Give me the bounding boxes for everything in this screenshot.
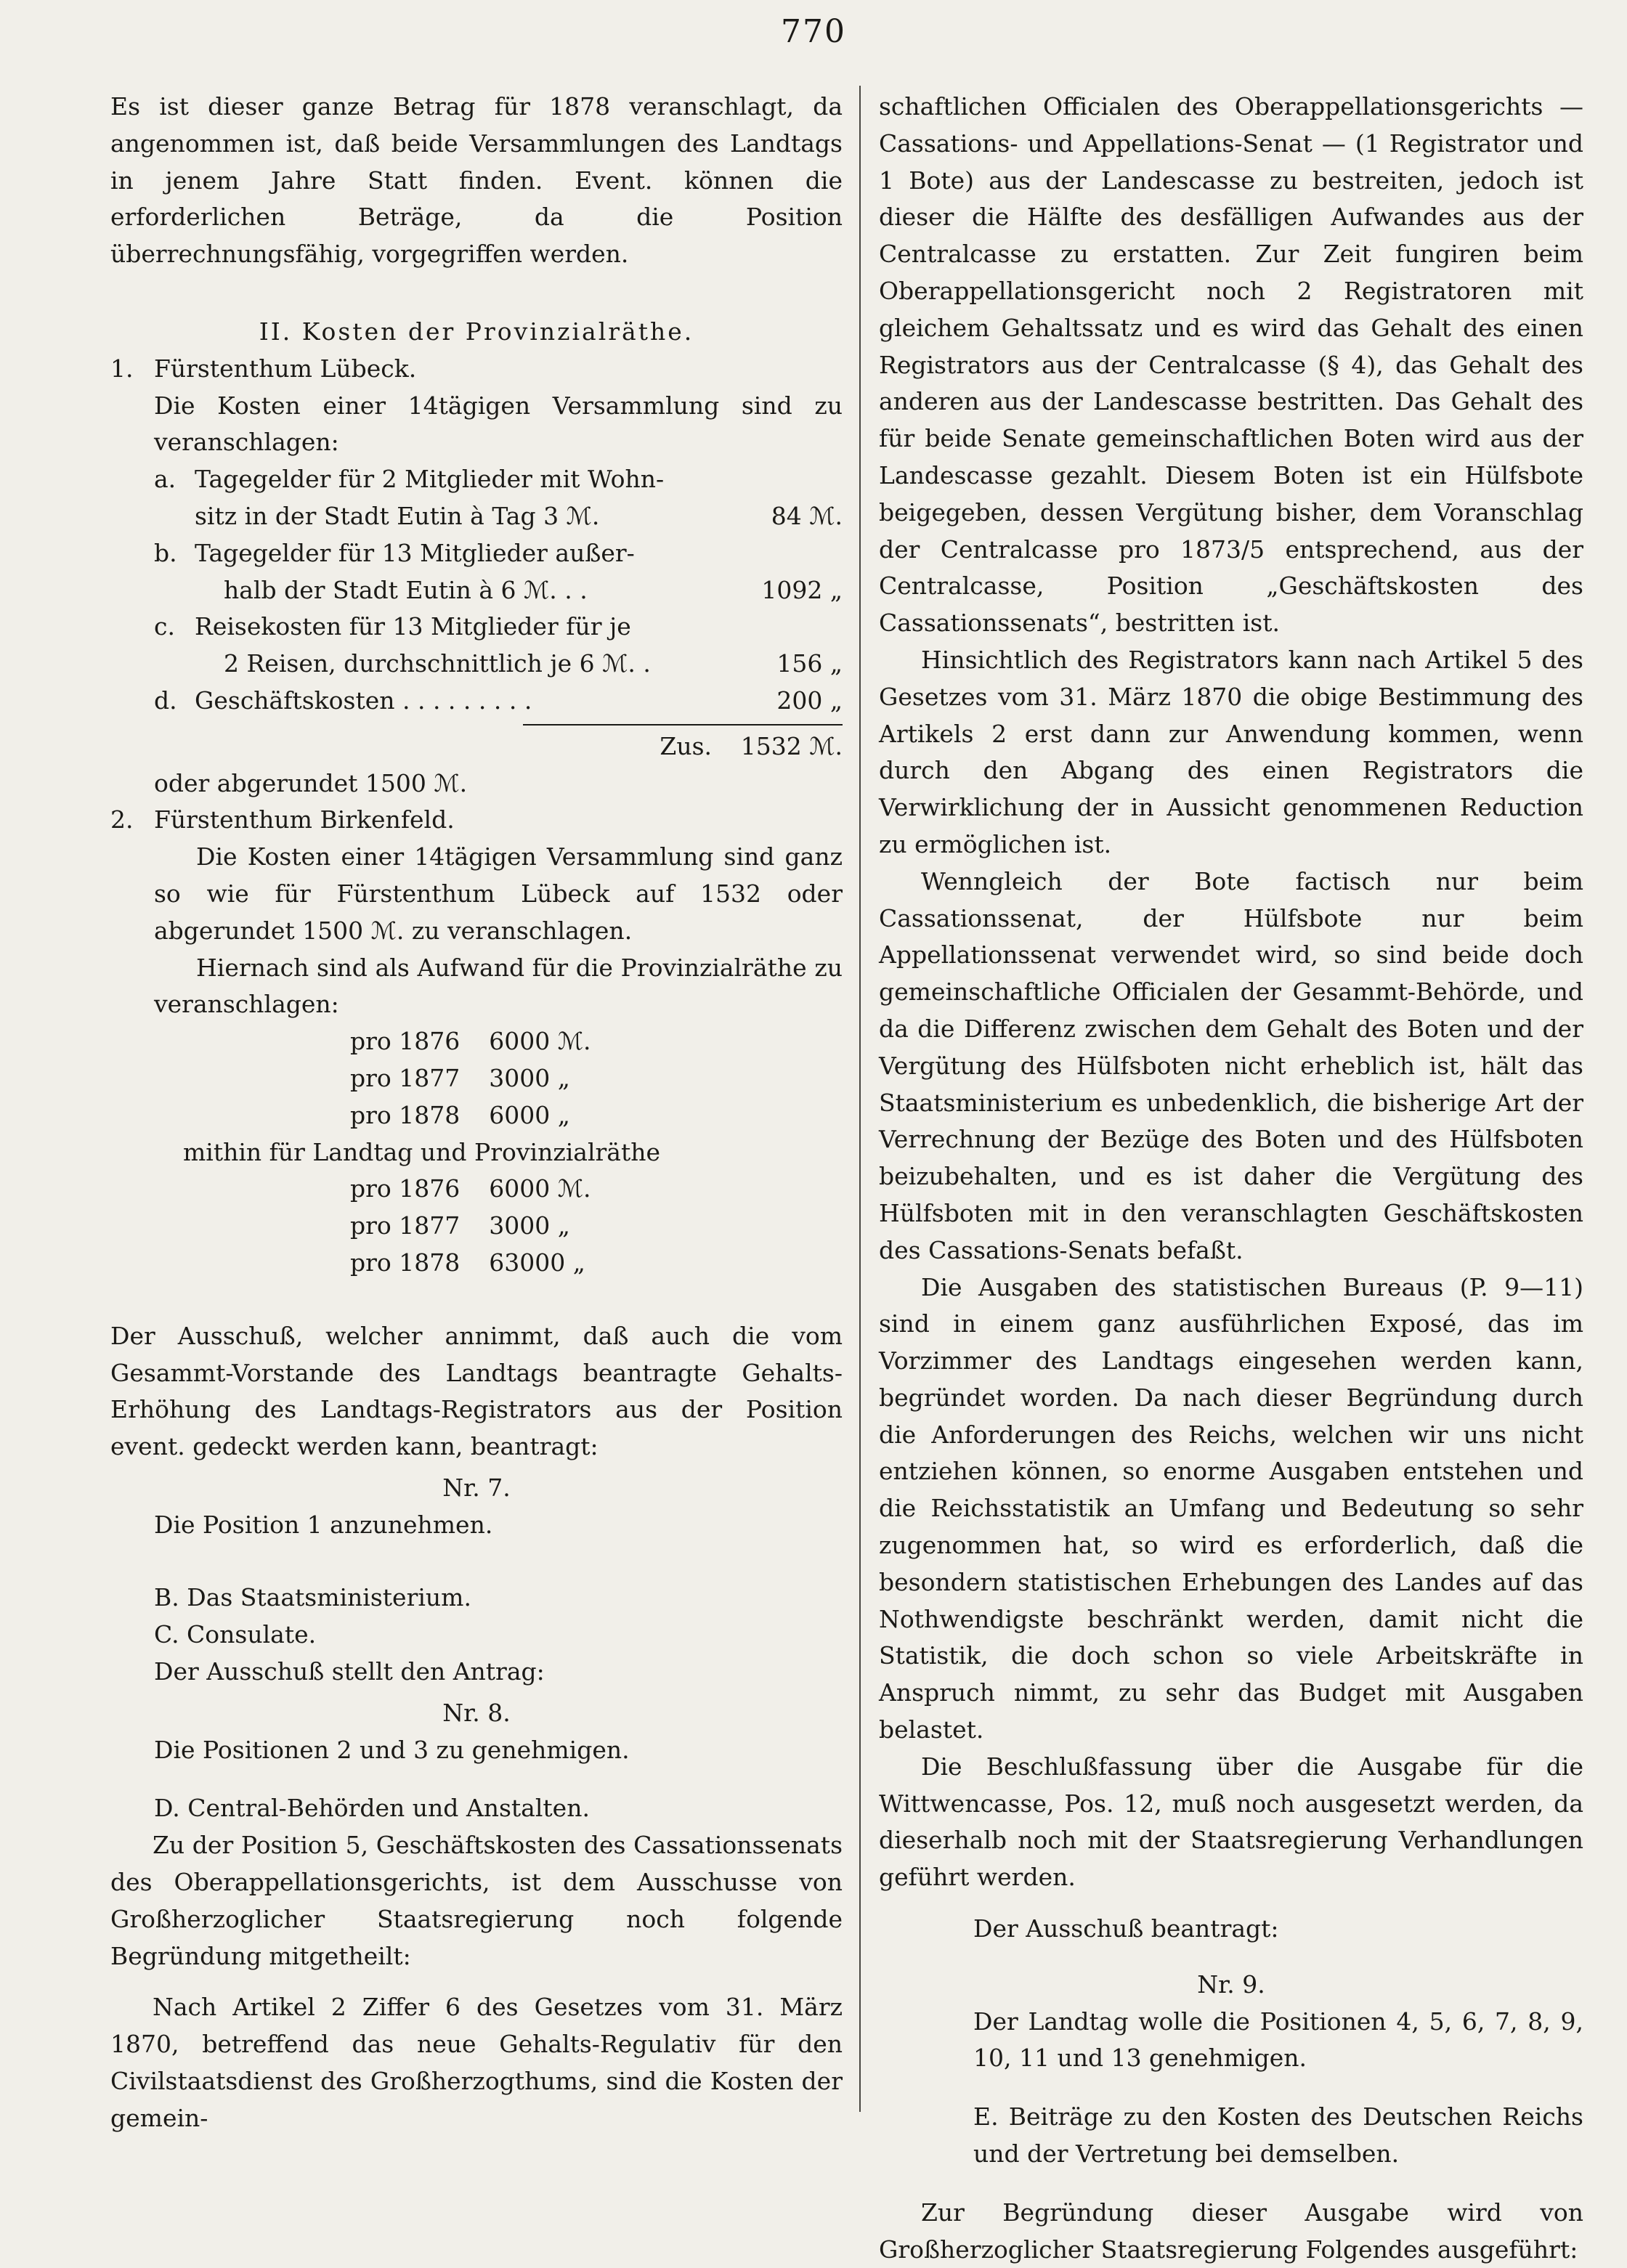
item-title: Fürstenthum Birkenfeld. [154, 805, 455, 834]
year-row [350, 1245, 843, 1282]
item-luebeck-text: Die Kosten einer 14tägigen Versammlung sind zu veranschlagen: [154, 391, 843, 457]
sub-mark: b. [154, 538, 177, 567]
motion-number-8: Nr. 8. [442, 1698, 511, 1727]
column-divider [859, 86, 861, 2112]
years-list-b [110, 1171, 843, 1281]
year-row [350, 1023, 843, 1060]
spacer [110, 1975, 843, 1989]
section-e-title: E. Beiträge zu den Kosten des Deutschen Reichs und der Vertretung bei demselben. [973, 2102, 1583, 2169]
bote-paragraph: Wenngleich der Bote factisch nur beim Cassationssenat, der Hülfsbote nur beim Appellationssenat verwendet wird, so sind beide doch gemeinschaftliche Officialen der Gesammt-Behörde, und da die Differenz zwischen dem Gehalt des Boten und der Vergütung des Hülfsboten nicht erheblich ist, hält das Staatsministerium es unbedenklich, die bisherige Art der Verrechnung der Bezüge des Boten und des Hülfsboten beizubehalten, und es ist daher die Vergütung des Hülfsboten mit in den veranschlagten Geschäftskosten des Cassations-Senats befaßt. [879, 866, 1583, 1264]
spacer [110, 1768, 843, 1790]
year-row [350, 1060, 843, 1097]
sum-amount: 1532 ℳ. [740, 731, 843, 760]
sub-line: Reisekosten für 13 Mitglieder für je [195, 612, 631, 641]
motion-8-text: Die Positionen 2 und 3 zu genehmigen. [154, 1735, 630, 1764]
year-label: pro 1876 [350, 1174, 460, 1203]
spacer [879, 1896, 1583, 1911]
beantragt-text: Der Ausschuß beantragt: [973, 1914, 1279, 1943]
year-value: 6000 „ [489, 1100, 570, 1129]
item-title: Fürstenthum Lübeck. [154, 354, 417, 383]
year-label: pro 1877 [350, 1063, 460, 1092]
ausschuss-text: Der Ausschuß, welcher annimmt, daß auch die vom Gesammt-Vorstande des Landtags beantragte Gehalts-Erhöhung des Landtags-Registrators aus der Position event. gedeckt werden kann, beantragt: [110, 1321, 843, 1461]
statistik-paragraph: Die Ausgaben des statistischen Bureaus (P. 9—11) sind in einem ganz ausführlichen Exposé, das im Vorzimmer des Landtags eingesehen werden kann, begründet worden. Da nach dieser Begründung durch die Anforderungen des Reichs, welchen wir uns nicht entziehen können, so enorme Ausgaben entstehen und die Reichsstatistik an Umfang und Bedeutung so sehr zugenommen hat, so wird es erforderlich, daß die besondern statistischen Erhebungen des Landes auf das Nothwendigste beschränkt werden, damit nicht die Statistik, die doch schon so viele Arbeitskräfte in Anspruch nimmt, zu sehr das Budget mit Ausgaben belastet. [879, 1272, 1583, 1744]
wittwencasse-paragraph: Die Beschlußfassung über die Ausgabe für die Wittwencasse, Pos. 12, muß noch ausgesetzt werden, da dieserhalb noch mit der Staatsregierung Verhandlungen geführt werden. [879, 1752, 1583, 1892]
item-luebeck [110, 351, 843, 388]
year-value: 3000 „ [489, 1211, 570, 1240]
sub-line-with-amount [195, 498, 843, 535]
sub-line: sitz in der Stadt Eutin à Tag 3 ℳ. [195, 501, 600, 530]
sub-line-with-amount [195, 683, 843, 720]
mithin-text: mithin für Landtag und Provinzialräthe [183, 1137, 660, 1166]
section-d-title: D. Central-Behörden und Anstalten. [154, 1794, 590, 1823]
year-value: 6000 ℳ. [489, 1027, 591, 1056]
year-label: pro 1878 [350, 1248, 460, 1277]
rounded-text: oder abgerundet 1500 ℳ. [154, 768, 468, 797]
years-list-a [110, 1023, 843, 1134]
sub-item-c [154, 609, 843, 683]
sub-mark: a. [154, 465, 177, 494]
sub-line: halb der Stadt Eutin à 6 ℳ. . . [224, 575, 588, 604]
sub-line: Tagegelder für 2 Mitglieder mit Wohn- [195, 465, 665, 494]
section-b-title: B. Das Staatsministerium. [154, 1583, 471, 1612]
spacer [879, 2173, 1583, 2195]
spacer [110, 1282, 843, 1318]
year-value: 3000 „ [489, 1063, 570, 1092]
amount: 156 „ [776, 649, 843, 678]
section-c-title: C. Consulate. [154, 1620, 317, 1649]
sum-label: Zus. [660, 731, 712, 760]
registrator-paragraph: Hinsichtlich des Registrators kann nach Artikel 5 des Gesetzes vom 31. März 1870 die obige Bestimmung des Artikels 2 erst dann zur Anwendung kommen, wenn durch den Abgang des einen Registrators die Verwirklichung der in Aussicht genommenen Reduction zu ermöglichen ist. [879, 645, 1583, 858]
motion-9-text: Der Landtag wolle die Positionen 4, 5, 6, 7, 8, 9, 10, 11 und 13 genehmigen. [973, 2007, 1583, 2073]
spacer [879, 2077, 1583, 2099]
year-value: 63000 „ [489, 1248, 585, 1277]
motion-7-text: Die Position 1 anzunehmen. [154, 1510, 493, 1539]
sum-row [110, 728, 843, 765]
item-number: 1. [110, 354, 134, 383]
spacer [879, 1948, 1583, 1962]
year-row [350, 1097, 843, 1134]
year-label: pro 1877 [350, 1211, 460, 1240]
intro-paragraph: Es ist dieser ganze Betrag für 1878 veranschlagt, da angenommen ist, daß beide Versammlungen des Landtags in jenem Jahre Statt finden. Event. können die erforderlichen Beträge, da die Position überrechnungsfähig, vorgegriffen werden. [110, 92, 843, 269]
sub-line: 2 Reisen, durchschnittlich je 6 ℳ. . [224, 649, 651, 678]
artikel-text: Nach Artikel 2 Ziffer 6 des Gesetzes vom 31. März 1870, betreffend das neue Gehalts-Regulativ für den Civilstaatsdienst des Großherzogthums, sind die Kosten der gemein- [110, 1993, 843, 2132]
sub-line-with-amount [195, 572, 843, 609]
amount: 1092 „ [761, 575, 843, 604]
year-label: pro 1878 [350, 1100, 460, 1129]
sub-item-a [154, 461, 843, 535]
item-birkenfeld [110, 802, 843, 839]
spacer [110, 1543, 843, 1580]
year-label: pro 1876 [350, 1027, 460, 1056]
sub-item-b [154, 535, 843, 609]
sub-mark: c. [154, 612, 175, 641]
amount: 200 „ [776, 686, 843, 715]
year-row [350, 1171, 843, 1208]
position-5-text: Zu der Position 5, Geschäftskosten des Cassationssenats des Oberappellationsgerichts, ist dem Ausschusse von Großherzoglicher Staatsregierung noch folgende Begründung mitgetheilt: [110, 1831, 843, 1970]
antrag-text: Der Ausschuß stellt den Antrag: [154, 1657, 545, 1686]
year-row [350, 1208, 843, 1245]
item-birkenfeld-text: Die Kosten einer 14tägigen Versammlung sind ganz so wie für Fürstenthum Lübeck auf 1532 oder abgerundet 1500 ℳ. zu veranschlagen. [154, 842, 843, 945]
sub-mark: d. [154, 686, 177, 715]
section-title-provinzialraethe: II. Kosten der Provinzialräthe. [259, 317, 694, 346]
sub-line: Geschäftskosten . . . . . . . . . [195, 686, 532, 715]
motion-number-9: Nr. 9. [1197, 1970, 1265, 1999]
sub-item-d [154, 683, 843, 720]
hiernach-text: Hiernach sind als Aufwand für die Provinzialräthe zu veranschlagen: [154, 953, 843, 1019]
left-column [110, 89, 843, 2137]
page-number: 770 [781, 13, 846, 50]
final-paragraph: Zur Begründung dieser Ausgabe wird von Großherzoglicher Staatsregierung Folgendes ausgeführt: [879, 2198, 1583, 2264]
year-value: 6000 ℳ. [489, 1174, 591, 1203]
sub-line-with-amount [195, 646, 843, 683]
motion-number-7: Nr. 7. [442, 1473, 511, 1502]
item-number: 2. [110, 805, 134, 834]
sub-line: Tagegelder für 13 Mitglieder außer- [195, 538, 635, 567]
sum-rule [523, 724, 843, 725]
right-column [879, 89, 1583, 2268]
amount: 84 ℳ. [771, 501, 843, 530]
continuation-paragraph: schaftlichen Officialen des Oberappellationsgerichts — Cassations- und Appellations-Senat — (1 Registrator und 1 Bote) aus der Landescasse zu bestreiten, jedoch ist dieser die Hälfte des desfälligen Aufwandes aus der Centralcasse zu erstatten. Zur Zeit fungiren beim Oberappellationsgericht noch 2 Registratoren mit gleichem Gehaltssatz und es wird das Gehalt des einen Registrators aus der Centralcasse (§ 4), das Gehalt des anderen aus der Landescasse bestritten. Das Gehalt des für beide Senate gemeinschaftlichen Boten wird aus der Landescasse gezahlt. Diesem Boten ist ein Hülfsbote beigegeben, dessen Vergütung bisher, dem Voranschlag der Centralcasse pro 1873/5 entsprechend, aus der Centralcasse, Position „Geschäftskosten des Cassationssenats“, bestritten ist. [879, 92, 1583, 638]
